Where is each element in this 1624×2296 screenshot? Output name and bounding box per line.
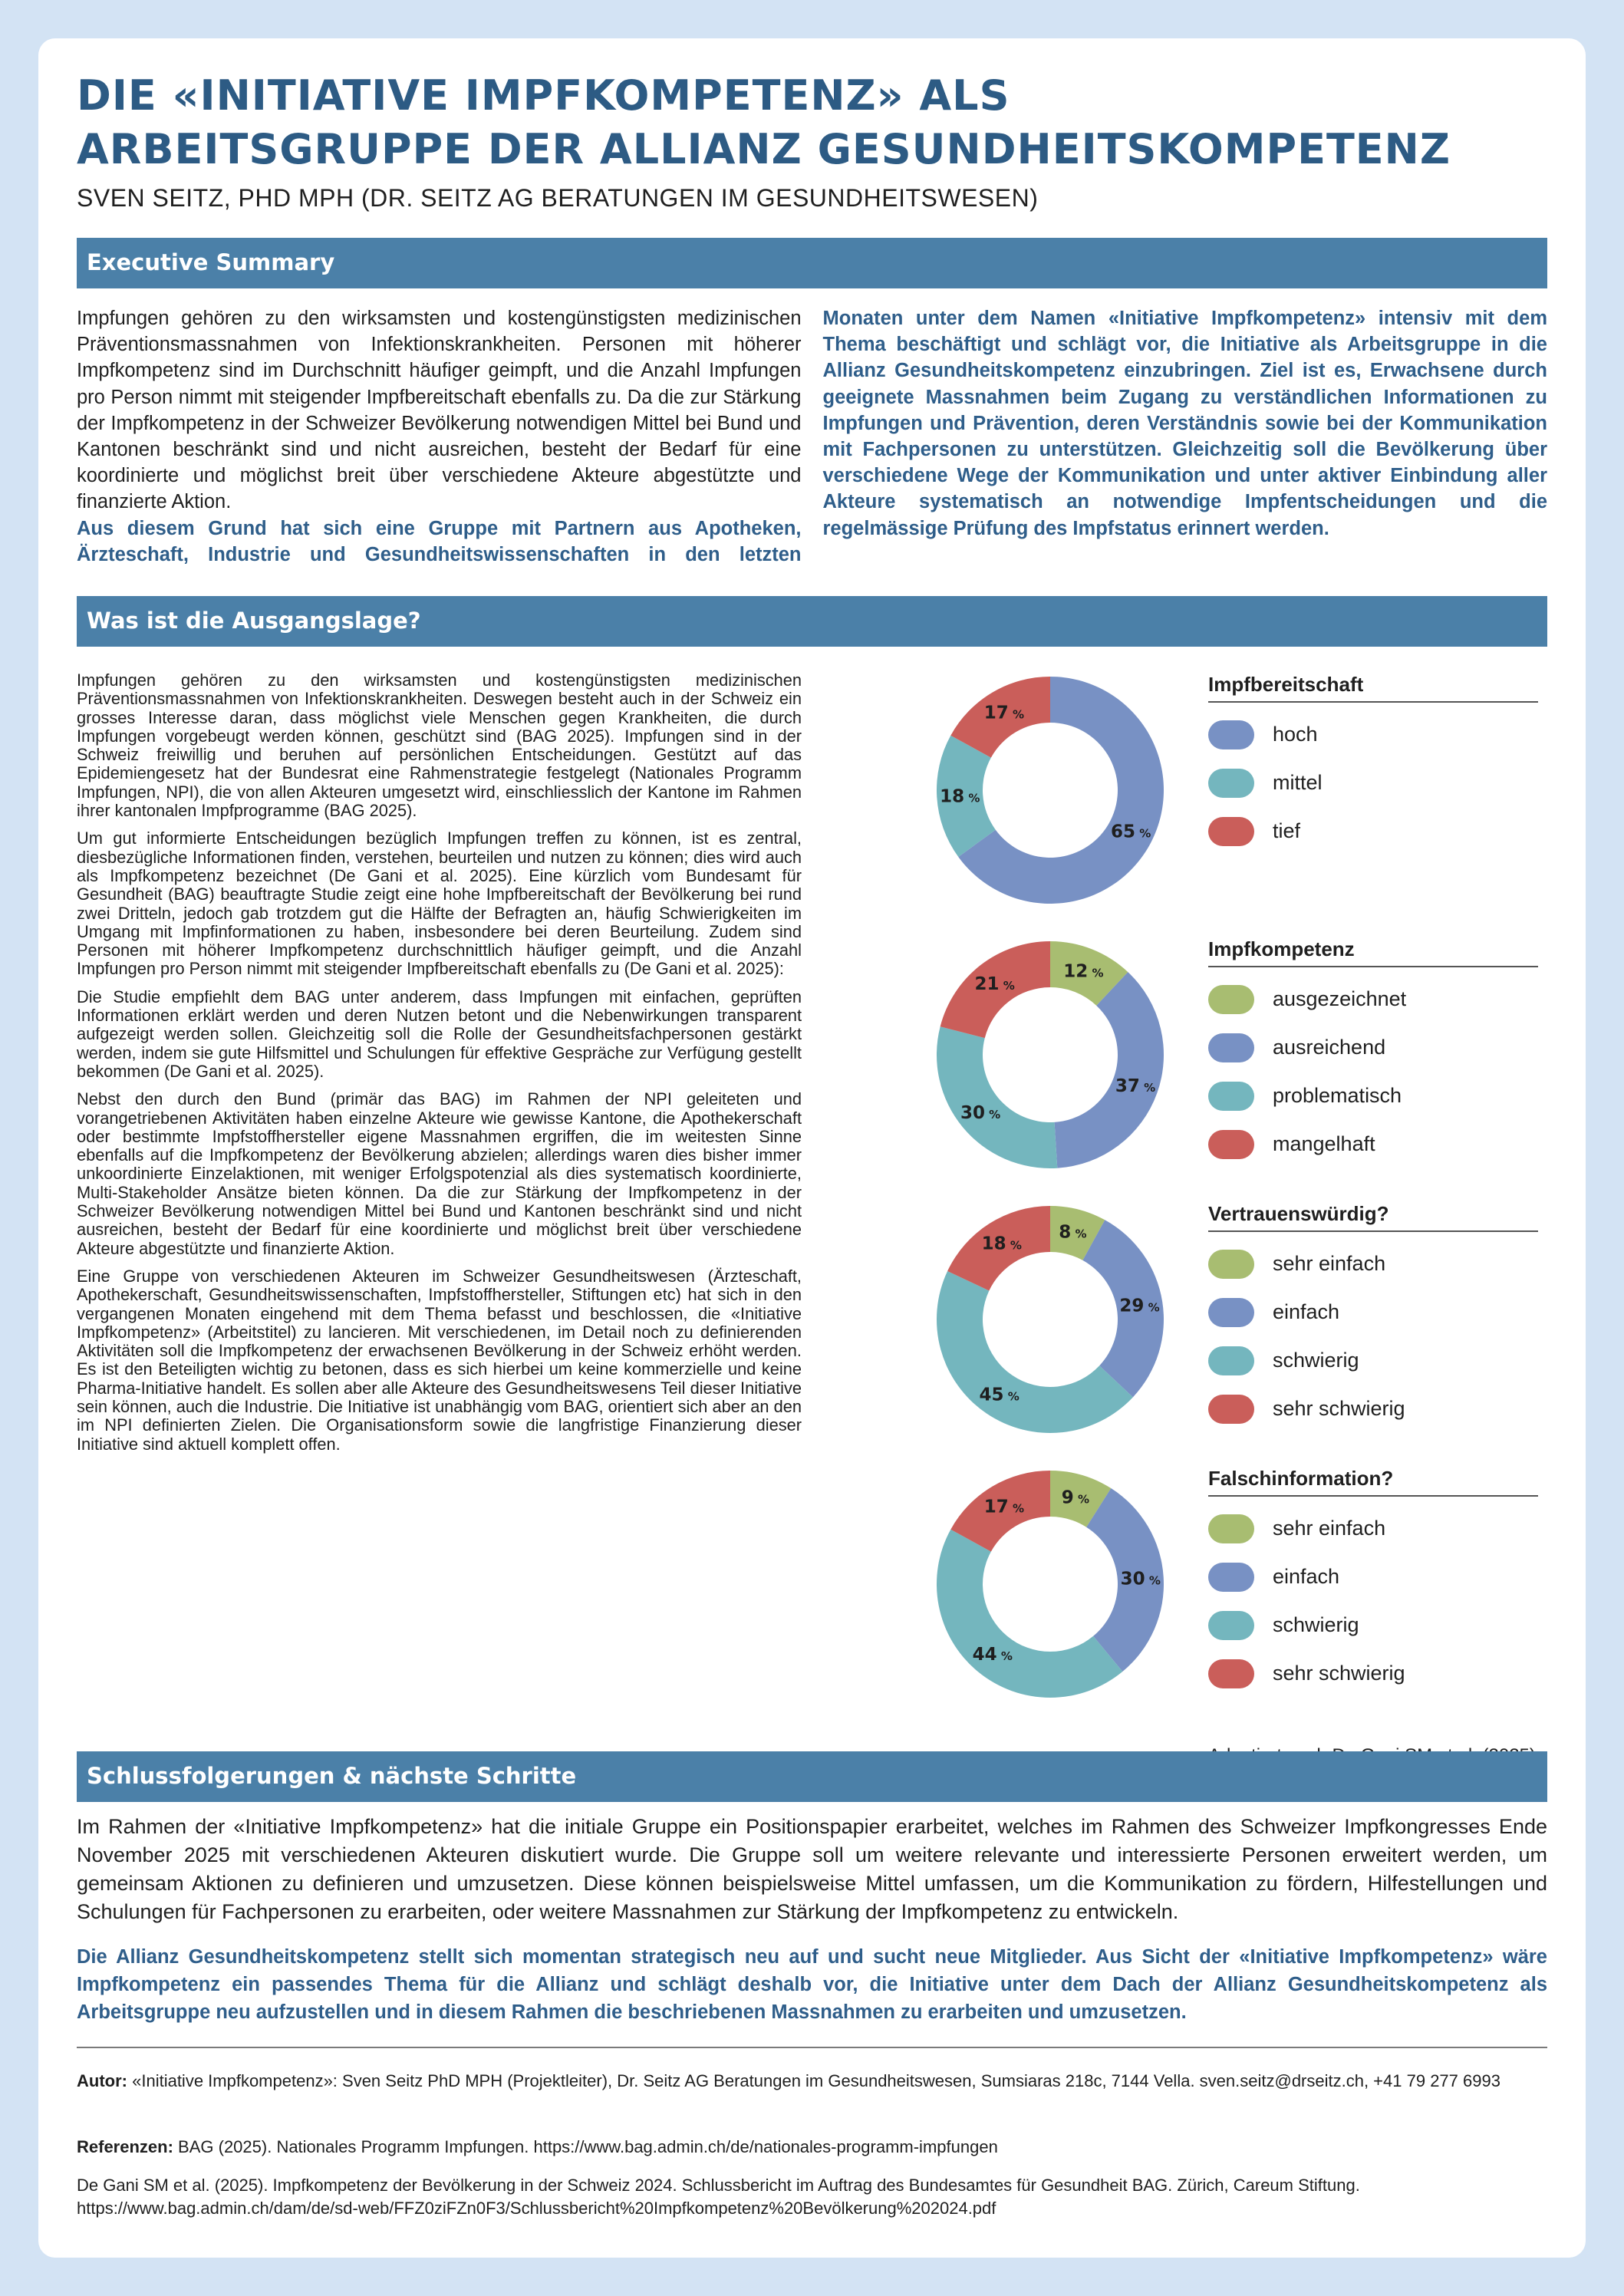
legend-title: Falschinformation? — [1208, 1467, 1538, 1497]
legend-swatch — [1208, 1563, 1254, 1592]
legend-item — [1208, 1553, 1538, 1601]
ausgangslage-paragraph: Um gut informierte Entscheidungen bezüglich Impfungen treffen zu können, ist es zentral, diesbezügliche Informationen finden, verstehen, beurteilen und nutzen zu können; dies wird auch als Impfkompetenz bezeichnet (De Gani et al. 2025). Eine kürzlich vom Bundesamt für Gesundheit (BAG) beauftragte Studie zeigt eine hohe Impfbereitschaft der Bevölkerung bei rund zwei Dritteln, jedoch gab trotzdem gut die Hälfte der Befragten an, häufig Schwierigkeiten im Umgang mit Impfinformationen zu haben, insbesondere bei deren Beurteilung. Zudem sind Personen mit höherer Impfkompetenz durchschnittlich häufiger geimpft, und die Anzahl Impfungen pro Person nimmt mit steigender Impfbereitschaft ebenfalls zu (De Gani et al. 2025): — [77, 828, 802, 979]
exec-summary-regular: Impfungen gehören zu den wirksamsten und kostengünstigsten medizinischen Präventionsmassnahmen von Infektionskrankheiten. Personen mit höherer Impfkompetenz sind im Durchschnitt häufiger geimpft, und die Anzahl Impfungen pro Person nimmt mit steigender Impfbereitschaft ebenfalls zu. Da die zur Stärkung der Impfkompetenz in der Schweizer Bevölkerung notwendigen Mittel bei Bund und Kantonen beschränkt sind und nicht ausreichen, besteht der Bedarf für eine koordinierte und möglichst breit über verschiedene Akteure abgestützte und finanzierte Aktion. — [77, 308, 802, 513]
legend-label: mangelhaft — [1273, 1132, 1375, 1155]
poster-title — [77, 69, 1451, 176]
legend-item — [1208, 1120, 1538, 1168]
reference-1: BAG (2025). Nationales Programm Impfungen. https://www.bag.admin.ch/de/nationales-programm-impfungen — [178, 2137, 998, 2156]
legend-title: Impfkompetenz — [1208, 937, 1538, 967]
legend-swatch — [1208, 817, 1254, 846]
donut-slice-label: 45 % — [979, 1385, 1020, 1405]
donut-slice-label: 21 % — [974, 973, 1015, 994]
ausgangslage-heading: Was ist die Ausgangslage? — [87, 608, 421, 634]
legend-item — [1208, 975, 1538, 1023]
legend-swatch — [1208, 985, 1254, 1014]
legend-falschinformation — [1208, 1467, 1538, 1698]
poster-sheet — [38, 38, 1586, 2258]
legend-label: problematisch — [1273, 1084, 1402, 1107]
donut-chart-vertrauenswuerdig — [927, 1197, 1173, 1442]
donut-chart-falschinformation — [927, 1461, 1173, 1707]
ausgangslage-band — [77, 596, 1547, 647]
legend-label: sehr schwierig — [1273, 1397, 1405, 1420]
legend-label: ausreichend — [1273, 1036, 1386, 1059]
legend-swatch — [1208, 1130, 1254, 1159]
legend-swatch — [1208, 1611, 1254, 1640]
footer-divider — [77, 2047, 1547, 2048]
donut-slice-label: 44 % — [972, 1644, 1013, 1665]
donut-slice-label: 30 % — [1120, 1569, 1161, 1589]
exec-summary-bold: Aus diesem Grund hat sich eine Gruppe mit Partnern aus Apotheken, Ärzteschaft, Industrie und Gesundheitswissenschaften in den letzten Monaten unter dem Namen «Initiative Impfkompetenz» intensiv mit dem Thema beschäftigt und schlägt vor, die Initiative als Arbeitsgruppe in die Allianz Gesundheitskompetenz einzubringen. Ziel ist es, Erwachsene durch geeignete Massnahmen beim Zugang zu verständlichen Informationen zu Impfungen und Prävention, deren Verständnis sowie bei der Kommunikation mit Fachpersonen zu unterstützen. Gleichzeitig soll die Bevölkerung über verschiedene Wege der Kommunikation und unter aktiver Einbindung aller Akteure systematisch an notwendige Impfentscheidungen und die regelmässige Prüfung des Impfstatus erinnert werden. — [77, 308, 1547, 565]
legend-item — [1208, 1072, 1538, 1120]
legend-title: Impfbereitschaft — [1208, 673, 1538, 703]
executive-summary-text — [77, 305, 1547, 577]
legend-item — [1208, 1504, 1538, 1553]
legend-swatch — [1208, 1250, 1254, 1279]
title-line-1: DIE «INITIATIVE IMPFKOMPETENZ» ALS — [77, 71, 1010, 120]
ausgangslage-paragraph: Die Studie empfiehlt dem BAG unter anderem, dass Impfungen mit einfachen, geprüften Informationen erklärt werden und deren Nutzen betont und die Nebenwirkungen transparent aufgezeigt werden sollen. Gleichzeitig soll die Rolle der Gesundheitsfachpersonen gestärkt werden, indem sie gute Hilfsmittel und Schulungen für effektive Gespräche zur Verfügung gestellt bekommen (De Gani et al. 2025). — [77, 987, 802, 1081]
legend-item — [1208, 1336, 1538, 1385]
legend-item — [1208, 807, 1538, 855]
donut-slice — [1055, 972, 1164, 1168]
ausgangslage-paragraph: Impfungen gehören zu den wirksamsten und kostengünstigsten medizinischen Präventionsmassnahmen von Infektionskrankheiten. Deswegen besteht auch in der Schweiz ein grosses Interesse daran, dass möglichst viele Menschen gegen Krankheiten, die durch Impfungen vorgebeugt werden können, geschützt sind (BAG 2025). Impfungen sind in der Schweiz freiwillig und beruhen auf persönlichen Entscheidungen. Gestützt auf das Epidemiengesetz hat der Bundesrat eine Rahmenstrategie festgelegt (Nationales Programm Impfungen, NPI), die von allen Akteuren umgesetzt wird, einschliesslich der Kantone im Rahmen ihrer kantonalen Impfprogramme (BAG 2025). — [77, 670, 802, 821]
legend-swatch — [1208, 1659, 1254, 1688]
legend-item — [1208, 1023, 1538, 1072]
references-label: Referenzen: — [77, 2137, 173, 2156]
donut-slice-label: 17 % — [983, 703, 1025, 723]
legend-label: sehr einfach — [1273, 1252, 1386, 1275]
footer-references — [77, 2136, 1547, 2159]
ausgangslage-paragraph: Nebst den durch den Bund (primär das BAG) im Rahmen der NPI geleiteten und vorangetriebenen Aktivitäten haben einzelne Akteure wie gewisse Kantone, die Apothekerschaft oder bestimmte Impfstoffhersteller eigene Massnahmen ergriffen, die im weitesten Sinne ebenfalls auf die Impfkompetenz der Bevölkerung abzielen; allerdings waren dies bisher immer unkoordinierte Einzelaktionen, mit weniger Erfolgspotenzial als dies systematisch koordinierte, Multi-Stakeholder Ansätze bieten können. Da die zur Stärkung der Impfkompetenz in der Schweizer Bevölkerung notwendigen Mittel bei Bund und Kantonen beschränkt sind und nicht ausreichen, besteht der Bedarf für eine koordinierte und möglichst breit über verschiedene Akteure abgestützte und finanzierte Aktion. — [77, 1089, 802, 1258]
legend-label: einfach — [1273, 1300, 1340, 1323]
donut-chart-impfkompetenz — [927, 932, 1173, 1178]
author-label: Autor: — [77, 2071, 127, 2090]
ausgangslage-paragraph: Eine Gruppe von verschiedenen Akteuren im Schweizer Gesundheitswesen (Ärzteschaft, Apothekerschaft, Gesundheitswissenschaften, Impfstoffhersteller, Stiftungen etc) hat sich in den vergangenen Monaten eingehend mit dem Thema befasst und beschlossen, die «Initiative Impfkompetenz» (Arbeitstitel) zu lancieren. Mit verschiedenen, im Detail noch zu definierenden Aktivitäten soll die Impfkompetenz der erwachsenen Bevölkerung in der Schweiz erhöht werden. Es ist den Beteiligten wichtig zu betonen, dass es sich hierbei um keine kommerzielle und keine Pharma-Initiative handelt. Es sollen aber alle Akteure des Gesundheitswesens Teil dieser Initiative sein können, auch die Industrie. Die Initiative ist unabhängig vom BAG, orientiert sich aber an den im NPI definierten Zielen. Die Organisationsform sowie die langfristige Finanzierung dieser Initiative sind aktuell komplett offen. — [77, 1266, 802, 1454]
legend-item — [1208, 1601, 1538, 1649]
legend-vertrauenswuerdig — [1208, 1202, 1538, 1433]
donut-slice-label: 18 % — [981, 1234, 1022, 1254]
conclusions-highlight: Die Allianz Gesundheitskompetenz stellt sich momentan strategisch neu auf und sucht neue Mitglieder. Aus Sicht der «Initiative Impfkompetenz» wäre Impfkompetenz ein passendes Thema für die Allianz und schlägt deshalb vor, die Initiative unter dem Dach der Allianz Gesundheitskompetenz als Arbeitsgruppe neu aufzustellen und in diesem Rahmen die beschriebenen Massnahmen zu erarbeiten und umzusetzen. — [77, 1946, 1547, 2023]
legend-label: einfach — [1273, 1565, 1340, 1588]
legend-label: tief — [1273, 819, 1301, 842]
donut-slice — [937, 1026, 1057, 1168]
legend-label: ausgezeichnet — [1273, 987, 1407, 1010]
donut-slice-label: 8 % — [1059, 1222, 1087, 1243]
donut-chart-impfbereitschaft — [927, 667, 1173, 913]
legend-item — [1208, 1240, 1538, 1288]
legend-title: Vertrauenswürdig? — [1208, 1202, 1538, 1232]
donut-slice-label: 29 % — [1119, 1296, 1160, 1316]
legend-label: mittel — [1273, 771, 1323, 794]
legend-impfbereitschaft — [1208, 673, 1538, 855]
ausgangslage-text — [77, 671, 802, 1463]
legend-swatch — [1208, 1514, 1254, 1543]
conclusions-paragraph: Im Rahmen der «Initiative Impfkompetenz» hat die initiale Gruppe ein Positionspapier erarbeitet, welches im Rahmen des Schweizer Impfkongresses Ende November 2025 mit verschiedenen Akteuren diskutiert wurde. Die Gruppe soll um weitere relevante und interessierte Personen erweitert werden, um gemeinsam Aktionen zu definieren und umzusetzen. Diese können beispielsweise Mittel umfassen, um die Kommunikation zu fördern, Hilfestellungen und Schulungen für Fachpersonen zu erarbeiten, oder weitere Massnahmen zur Stärkung der Impfkompetenz zu entwickeln. — [77, 1815, 1547, 1923]
legend-impfkompetenz — [1208, 937, 1538, 1168]
donut-slice-label: 65 % — [1110, 822, 1151, 842]
legend-item — [1208, 1288, 1538, 1336]
legend-item — [1208, 1649, 1538, 1698]
donut-slice-label: 37 % — [1115, 1076, 1156, 1096]
donut-slice — [937, 1271, 1133, 1433]
legend-item — [1208, 759, 1538, 807]
donut-slice-label: 17 % — [983, 1497, 1025, 1517]
legend-label: schwierig — [1273, 1613, 1359, 1636]
legend-label: schwierig — [1273, 1349, 1359, 1372]
legend-item — [1208, 1385, 1538, 1433]
reference-2: De Gani SM et al. (2025). Impfkompetenz der Bevölkerung in der Schweiz 2024. Schlussbericht im Auftrag des Bundesamtes für Gesundheit BAG. Zürich, Careum Stiftung. https://www.bag.admin.ch/dam/de/sd-web/FFZ0ziFZn0F3/Schlussbericht%20Impfkompetenz%20Bevölkerung%202024.pdf — [77, 2176, 1360, 2218]
legend-swatch — [1208, 1346, 1254, 1375]
legend-swatch — [1208, 1082, 1254, 1111]
donut-slice-label: 12 % — [1063, 961, 1104, 982]
donut-slice-label: 30 % — [960, 1103, 1001, 1124]
legend-swatch — [1208, 720, 1254, 749]
donut-slice-label: 18 % — [940, 786, 980, 807]
legend-swatch — [1208, 1298, 1254, 1327]
author-subtitle: SVEN SEITZ, PHD MPH (DR. SEITZ AG BERATUNGEN IM GESUNDHEITSWESEN) — [77, 184, 1039, 212]
legend-swatch — [1208, 1033, 1254, 1062]
donut-slice-label: 9 % — [1061, 1487, 1090, 1508]
legend-label: sehr einfach — [1273, 1517, 1386, 1540]
legend-label: hoch — [1273, 723, 1318, 746]
footer-author — [77, 2070, 1547, 2093]
legend-item — [1208, 710, 1538, 759]
title-line-2: ARBEITSGRUPPE DER ALLIANZ GESUNDHEITSKOMPETENZ — [77, 125, 1451, 173]
conclusions-heading: Schlussfolgerungen & nächste Schritte — [87, 1763, 577, 1789]
donut-slice — [937, 1530, 1122, 1698]
executive-summary-heading: Executive Summary — [87, 249, 335, 275]
author-text: «Initiative Impfkompetenz»: Sven Seitz PhD MPH (Projektleiter), Dr. Seitz AG Beratungen im Gesundheitswesen, Sumsiaras 218c, 7144 Vella. sven.seitz@drseitz.ch, +41 79 277 6993 — [132, 2071, 1500, 2090]
executive-summary-band — [77, 238, 1547, 288]
conclusions-band — [77, 1751, 1547, 1802]
legend-label: sehr schwierig — [1273, 1662, 1405, 1685]
legend-swatch — [1208, 769, 1254, 798]
legend-swatch — [1208, 1395, 1254, 1424]
